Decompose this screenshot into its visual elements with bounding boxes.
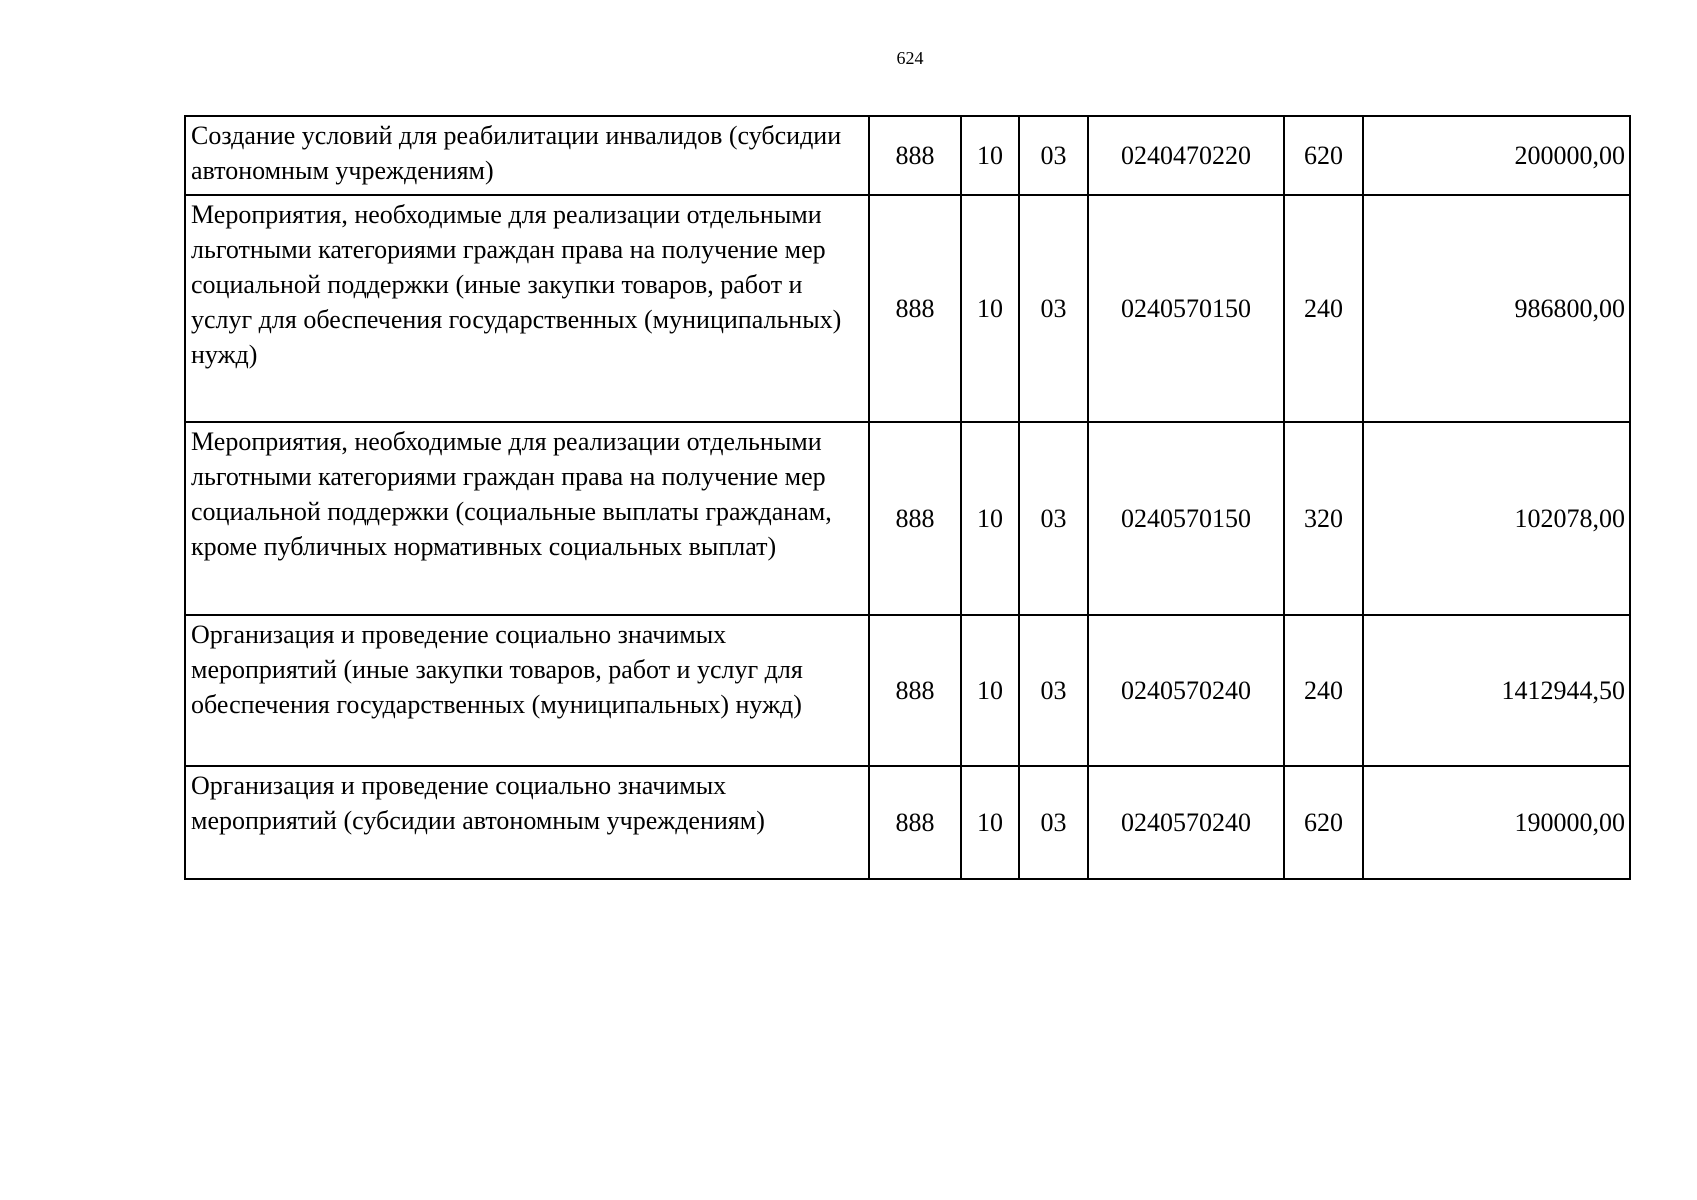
expense-type-code: 240	[1284, 195, 1363, 422]
subsection-code: 03	[1019, 422, 1088, 615]
budget-table	[184, 115, 1631, 880]
row-description: Организация и проведение социально значимых мероприятий (иные закупки товаров, работ и услуг для обеспечения государственных (муниципальных) нужд)	[185, 615, 869, 766]
subsection-code: 03	[1019, 116, 1088, 195]
subsection-code: 03	[1019, 195, 1088, 422]
subsection-code: 03	[1019, 766, 1088, 879]
table-row	[185, 615, 1630, 766]
expense-type-code: 620	[1284, 116, 1363, 195]
amount: 190000,00	[1363, 766, 1630, 879]
section-code: 10	[961, 116, 1019, 195]
ministry-code: 888	[869, 116, 961, 195]
ministry-code: 888	[869, 422, 961, 615]
amount: 986800,00	[1363, 195, 1630, 422]
section-code: 10	[961, 766, 1019, 879]
amount: 102078,00	[1363, 422, 1630, 615]
row-description: Создание условий для реабилитации инвалидов (субсидии автономным учреждениям)	[185, 116, 869, 195]
table-row	[185, 195, 1630, 422]
expense-type-code: 320	[1284, 422, 1363, 615]
target-article-code: 0240570240	[1088, 615, 1284, 766]
section-code: 10	[961, 195, 1019, 422]
amount: 1412944,50	[1363, 615, 1630, 766]
target-article-code: 0240470220	[1088, 116, 1284, 195]
target-article-code: 0240570150	[1088, 422, 1284, 615]
target-article-code: 0240570150	[1088, 195, 1284, 422]
row-description: Организация и проведение социально значимых мероприятий (субсидии автономным учреждениям)	[185, 766, 869, 879]
section-code: 10	[961, 422, 1019, 615]
ministry-code: 888	[869, 766, 961, 879]
row-description: Мероприятия, необходимые для реализации отдельными льготными категориями граждан права на получение мер социальной поддержки (иные закупки товаров, работ и услуг для обеспечения государственных (муниципальных) нужд)	[185, 195, 869, 422]
expense-type-code: 620	[1284, 766, 1363, 879]
target-article-code: 0240570240	[1088, 766, 1284, 879]
ministry-code: 888	[869, 615, 961, 766]
table-row	[185, 116, 1630, 195]
page-number: 624	[896, 48, 924, 68]
table-row	[185, 766, 1630, 879]
subsection-code: 03	[1019, 615, 1088, 766]
expense-type-code: 240	[1284, 615, 1363, 766]
amount: 200000,00	[1363, 116, 1630, 195]
table-row	[185, 422, 1630, 615]
row-description: Мероприятия, необходимые для реализации отдельными льготными категориями граждан права на получение мер социальной поддержки (социальные выплаты гражданам, кроме публичных нормативных социальных выплат)	[185, 422, 869, 615]
section-code: 10	[961, 615, 1019, 766]
ministry-code: 888	[869, 195, 961, 422]
